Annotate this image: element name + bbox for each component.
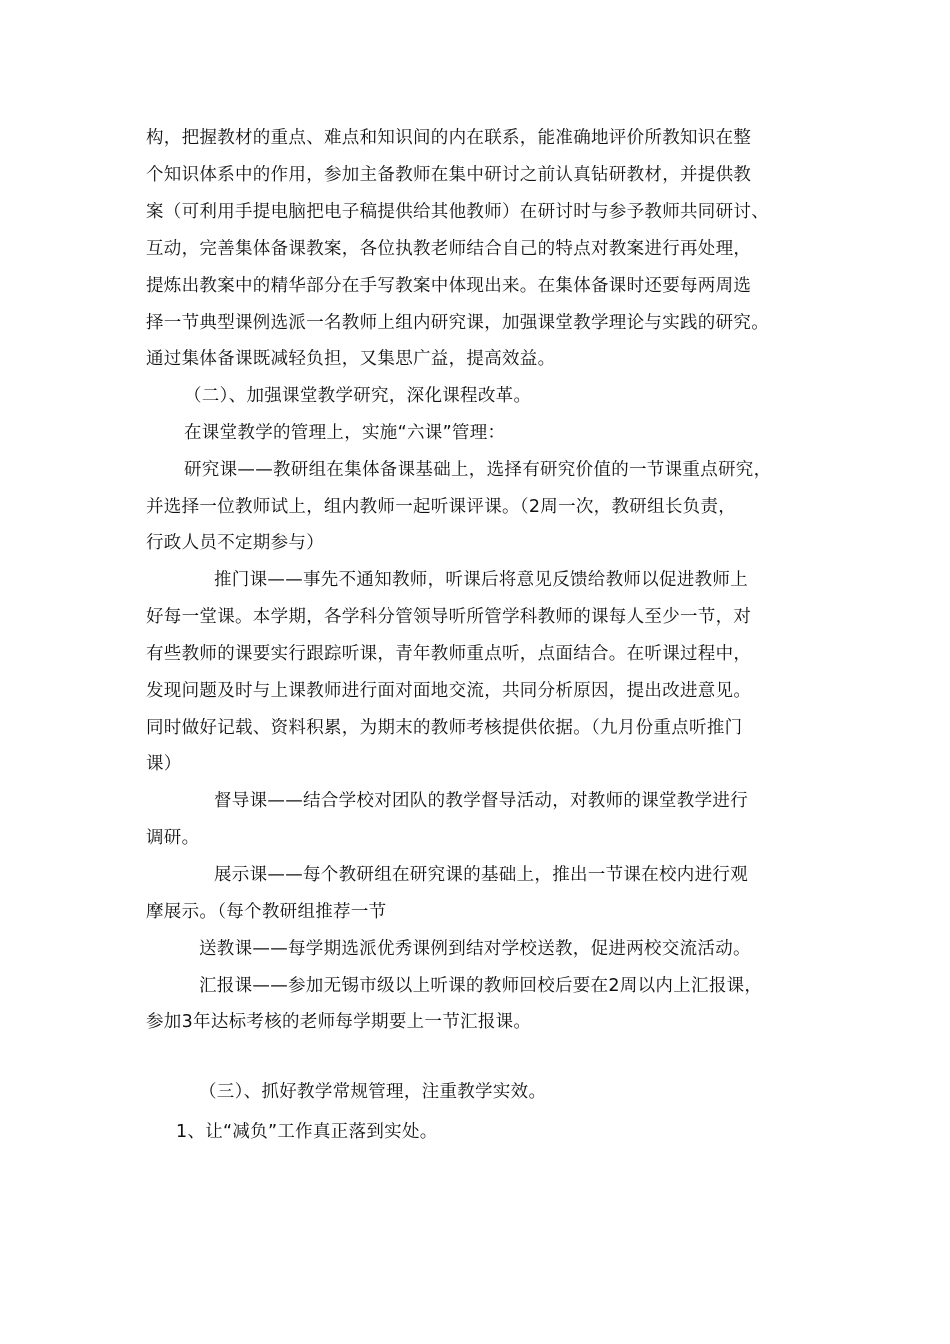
paragraph-line: 展示课——每个教研组在研究课的基础上，推出一节课在校内进行观: [214, 865, 748, 885]
paragraph-line: 课）: [146, 754, 182, 774]
paragraph-line: 推门课——事先不通知教师，听课后将意见反馈给教师以促进教师上: [214, 570, 748, 590]
paragraph-line: 发现问题及时与上课教师进行面对面地交流，共同分析原因，提出改进意见。: [146, 681, 752, 701]
paragraph-line: 通过集体备课既减轻负担，又集思广益，提高效益。: [146, 349, 556, 369]
paragraph-line: 摩展示。（每个教研组推荐一节: [146, 902, 387, 922]
paragraph-line: 个知识体系中的作用，参加主备教师在集中研讨之前认真钻研教材，并提供教: [146, 165, 752, 185]
paragraph-line: 择一节典型课例选派一名教师上组内研究课，加强课堂教学理论与实践的研究。: [146, 313, 769, 333]
paragraph-line: 同时做好记载、资料积累，为期末的教师考核提供依据。（九月份重点听推门: [146, 718, 743, 738]
paragraph-line: 汇报课——参加无锡市级以上听课的教师回校后要在2周以内上汇报课，: [199, 976, 763, 996]
paragraph-line: 案（可利用手提电脑把电子稿提供给其他教师）在研讨时与参予教师共同研讨、: [146, 202, 769, 222]
paragraph-line: 督导课——结合学校对团队的教学督导活动，对教师的课堂教学进行: [214, 791, 748, 811]
list-item: 1、让“减负”工作真正落到实处。: [176, 1122, 438, 1142]
paragraph-line: 送教课——每学期选派优秀课例到结对学校送教，促进两校交流活动。: [199, 939, 751, 959]
section-heading: （二）、加强课堂教学研究，深化课程改革。: [184, 386, 532, 406]
paragraph-line: 构，把握教材的重点、难点和知识间的内在联系，能准确地评价所教知识在整: [146, 128, 752, 148]
paragraph-line: 行政人员不定期参与）: [146, 533, 324, 553]
paragraph-line: 好每一堂课。本学期，各学科分管领导听所管学科教师的课每人至少一节，对: [146, 607, 752, 627]
paragraph-line: 互动，完善集体备课教案，各位执教老师结合自己的特点对教案进行再处理，: [146, 239, 752, 259]
paragraph-line: 并选择一位教师试上，组内教师一起听课评课。（2周一次，教研组长负责，: [146, 497, 737, 517]
paragraph-line: 研究课——教研组在集体备课基础上，选择有研究价值的一节课重点研究，: [184, 460, 772, 480]
paragraph-line: 参加3年达标考核的老师每学期要上一节汇报课。: [146, 1012, 532, 1032]
section-heading: （三）、抓好教学常规管理，注重教学实效。: [199, 1082, 547, 1102]
paragraph-line: 调研。: [146, 828, 200, 848]
paragraph-line: 有些教师的课要实行跟踪听课，青年教师重点听，点面结合。在听课过程中，: [146, 644, 752, 664]
paragraph-line: 在课堂教学的管理上，实施“六课”管理：: [184, 423, 506, 443]
paragraph-line: 提炼出教案中的精华部分在手写教案中体现出来。在集体备课时还要每两周选: [146, 276, 752, 296]
